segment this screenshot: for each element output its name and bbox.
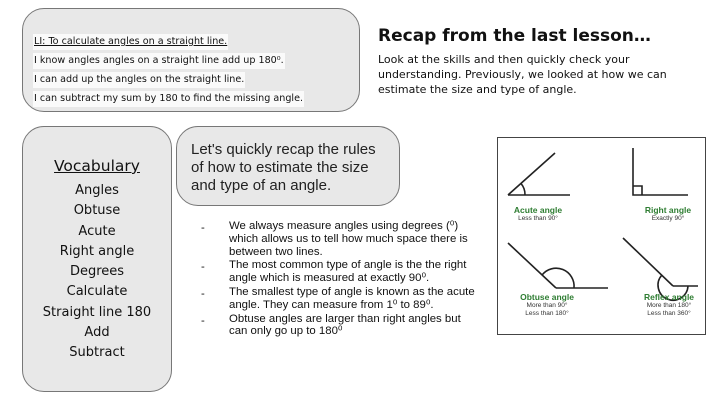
vocab-item: Calculate bbox=[66, 284, 128, 300]
vocabulary-box bbox=[22, 126, 172, 392]
learning-objective-title: LI: To calculate angles on a straight line. bbox=[33, 34, 228, 50]
angle-rules-list bbox=[200, 220, 475, 339]
vocab-item: Obtuse bbox=[73, 203, 121, 219]
vocabulary-title: Vocabulary bbox=[54, 157, 140, 175]
recap-title: Recap from the last lesson… bbox=[378, 26, 651, 46]
angle-rule-item: - The most common type of angle is the the right angle which is measured at exactly 90⁰. bbox=[200, 259, 475, 285]
vocab-item: Add bbox=[84, 325, 110, 341]
right-angle-square bbox=[633, 186, 642, 195]
recap-prompt-box bbox=[176, 126, 400, 206]
obtuse-angle-arc bbox=[542, 268, 574, 288]
recap-prompt-text: Let's quickly recap the rules of how to estimate the size and type of an angle. bbox=[191, 141, 376, 194]
right-angle-label: Right angle Exactly 90° bbox=[644, 205, 692, 222]
vocab-item: Angles bbox=[75, 183, 119, 198]
acute-angle-arc bbox=[521, 184, 525, 196]
success-criterion-2: I can add up the angles on the straight line. bbox=[33, 72, 245, 88]
recap-text: Look at the skills and then quickly check your understanding. Previously, we looked at how we can estimate the size and type of angle. bbox=[378, 53, 667, 96]
vocab-item: Straight line 180 bbox=[42, 304, 152, 320]
obtuse-angle-arm bbox=[508, 243, 556, 288]
vocab-item: Acute bbox=[78, 223, 116, 239]
obtuse-angle-label: Obtuse angle More than 90° Less than 180° bbox=[520, 292, 574, 317]
angle-rule-item: - We always measure angles using degrees (⁰) which allows us to tell how much space there is between two lines. bbox=[200, 220, 475, 258]
success-criterion-1: I know angles angles on a straight line add up 180⁰. bbox=[33, 53, 285, 69]
acute-angle-arm bbox=[508, 153, 555, 195]
vocab-item: Subtract bbox=[69, 345, 125, 361]
learning-objective-box bbox=[22, 8, 360, 112]
angle-rule-item: - The smallest type of angle is known as the acute angle. They can measure from 1⁰ to 89⁰. bbox=[200, 286, 475, 312]
angle-types-diagram bbox=[497, 137, 706, 335]
vocab-item: Right angle bbox=[59, 243, 135, 259]
reflex-angle-label: Reflex angle More than 180° Less than 360° bbox=[643, 292, 695, 317]
success-criterion-3: I can subtract my sum by 180 to find the missing angle. bbox=[33, 91, 304, 107]
vocab-item: Degrees bbox=[69, 264, 125, 280]
acute-angle-label: Acute angle Less than 90° bbox=[513, 205, 563, 222]
reflex-angle-arm bbox=[623, 238, 673, 286]
angle-rule-item: - Obtuse angles are larger than right angles but can only go up to 180⁰ bbox=[200, 313, 475, 339]
